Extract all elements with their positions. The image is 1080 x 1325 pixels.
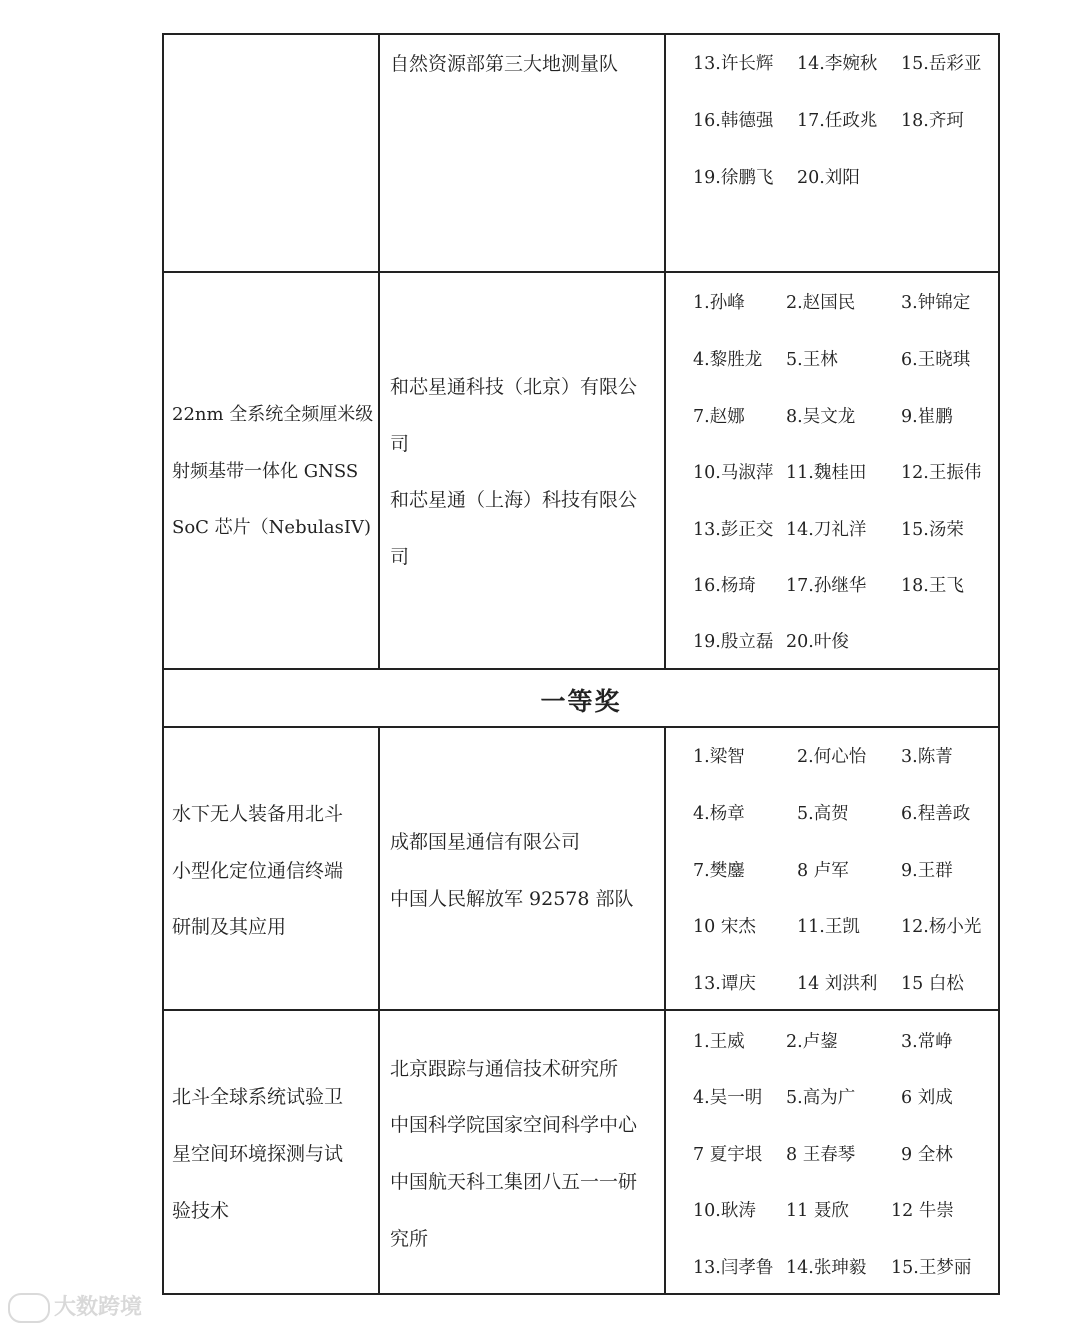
row-divider (162, 271, 1000, 273)
unit-name: 司 (390, 546, 410, 568)
member-name: 3.陈菁 (901, 747, 953, 767)
member-name: 13.闫孝鲁 (693, 1258, 774, 1278)
watermark (8, 1290, 142, 1323)
member-name: 4.杨章 (693, 804, 745, 824)
award-level-header: 一等奖 (540, 687, 622, 716)
member-name: 7.赵娜 (693, 407, 745, 427)
member-name: 17.任政兆 (797, 111, 878, 131)
member-name: 10 宋杰 (693, 917, 756, 937)
member-name: 1.王威 (693, 1032, 745, 1052)
member-name: 2.卢鋆 (786, 1032, 838, 1052)
member-name: 11 聂欣 (786, 1201, 849, 1221)
member-name: 12.王振伟 (901, 463, 982, 483)
unit-name: 中国航天科工集团八五一一研 (390, 1171, 638, 1193)
member-name: 2.赵国民 (786, 293, 856, 313)
member-name: 12.杨小光 (901, 917, 982, 937)
project-title: 研制及其应用 (172, 916, 287, 938)
row-divider (162, 668, 1000, 670)
member-name: 15.汤荣 (901, 520, 964, 540)
member-name: 14 刘洪利 (797, 974, 878, 994)
member-name: 3.钟锦定 (901, 293, 971, 313)
member-name: 18.王飞 (901, 576, 964, 596)
table-border-left (162, 33, 164, 1295)
table-border-bottom (162, 1293, 1000, 1295)
member-name: 16.韩德强 (693, 111, 774, 131)
member-name: 15.王梦丽 (891, 1258, 972, 1278)
project-title: 星空间环境探测与试 (172, 1143, 344, 1165)
member-name: 1.孙峰 (693, 293, 745, 313)
member-name: 20.叶俊 (786, 632, 849, 652)
member-name: 1.梁智 (693, 747, 745, 767)
column-divider (664, 33, 666, 670)
member-name: 13.彭正交 (693, 520, 774, 540)
member-name: 6.程善政 (901, 804, 971, 824)
unit-name: 中国人民解放军 92578 部队 (390, 888, 634, 910)
member-name: 13.许长辉 (693, 54, 774, 74)
member-name: 16.杨琦 (693, 576, 756, 596)
member-name: 5.高贺 (797, 804, 849, 824)
member-name: 11.魏桂田 (786, 463, 867, 483)
member-name: 4.吴一明 (693, 1088, 763, 1108)
unit-name: 中国科学院国家空间科学中心 (390, 1114, 638, 1136)
member-name: 7.樊鏖 (693, 861, 745, 881)
project-title: 22nm 全系统全频厘米级 (172, 404, 374, 425)
member-name: 15.岳彩亚 (901, 54, 982, 74)
member-name: 2.何心怡 (797, 747, 867, 767)
watermark-logo-icon (8, 1293, 50, 1323)
member-name: 9.崔鹏 (901, 407, 953, 427)
member-name: 12 牛崇 (891, 1201, 954, 1221)
member-name: 17.孙继华 (786, 576, 867, 596)
unit-name: 究所 (390, 1228, 429, 1250)
member-name: 20.刘阳 (797, 168, 860, 188)
unit-name: 成都国星通信有限公司 (390, 831, 581, 853)
member-name: 8 卢军 (797, 861, 849, 881)
member-name: 3.常峥 (901, 1032, 953, 1052)
member-name: 5.王林 (786, 350, 838, 370)
project-title: 射频基带一体化 GNSS (172, 461, 359, 482)
member-name: 14.张珅毅 (786, 1258, 867, 1278)
member-name: 10.马淑萍 (693, 463, 774, 483)
member-name: 15 白松 (901, 974, 964, 994)
project-title: 北斗全球系统试验卫 (172, 1086, 344, 1108)
column-divider (378, 726, 380, 1295)
column-divider (664, 726, 666, 1295)
member-name: 14.刀礼洋 (786, 520, 867, 540)
row-divider (162, 726, 1000, 728)
watermark-text: 大数跨境 (54, 1295, 143, 1320)
column-divider (378, 33, 380, 670)
unit-name: 和芯星通（上海）科技有限公 (390, 489, 638, 511)
member-name: 9.王群 (901, 861, 953, 881)
member-name: 19.殷立磊 (693, 632, 774, 652)
member-name: 14.李婉秋 (797, 54, 878, 74)
unit-name: 司 (390, 433, 410, 455)
member-name: 13.谭庆 (693, 974, 756, 994)
member-name: 5.高为广 (786, 1088, 856, 1108)
unit-name: 自然资源部第三大地测量队 (390, 53, 619, 75)
project-title: SoC 芯片（NebulasIV) (172, 517, 372, 538)
unit-name: 北京跟踪与通信技术研究所 (390, 1058, 619, 1080)
unit-name: 和芯星通科技（北京）有限公 (390, 376, 638, 398)
row-divider (162, 1009, 1000, 1011)
member-name: 6.王晓琪 (901, 350, 971, 370)
member-name: 10.耿涛 (693, 1201, 756, 1221)
table-border-right (998, 33, 1000, 1295)
member-name: 19.徐鹏飞 (693, 168, 774, 188)
awards-table (162, 33, 1000, 1295)
member-name: 8 王春琴 (786, 1145, 856, 1165)
project-title: 验技术 (172, 1200, 230, 1222)
table-border-top (162, 33, 1000, 35)
member-name: 6 刘成 (901, 1088, 953, 1108)
member-name: 8.吴文龙 (786, 407, 856, 427)
member-name: 11.王凯 (797, 917, 860, 937)
member-name: 18.齐珂 (901, 111, 964, 131)
member-name: 4.黎胜龙 (693, 350, 763, 370)
project-title: 小型化定位通信终端 (172, 860, 344, 882)
project-title: 水下无人装备用北斗 (172, 803, 344, 825)
member-name: 9 全林 (901, 1145, 953, 1165)
member-name: 7 夏宇垠 (693, 1145, 763, 1165)
